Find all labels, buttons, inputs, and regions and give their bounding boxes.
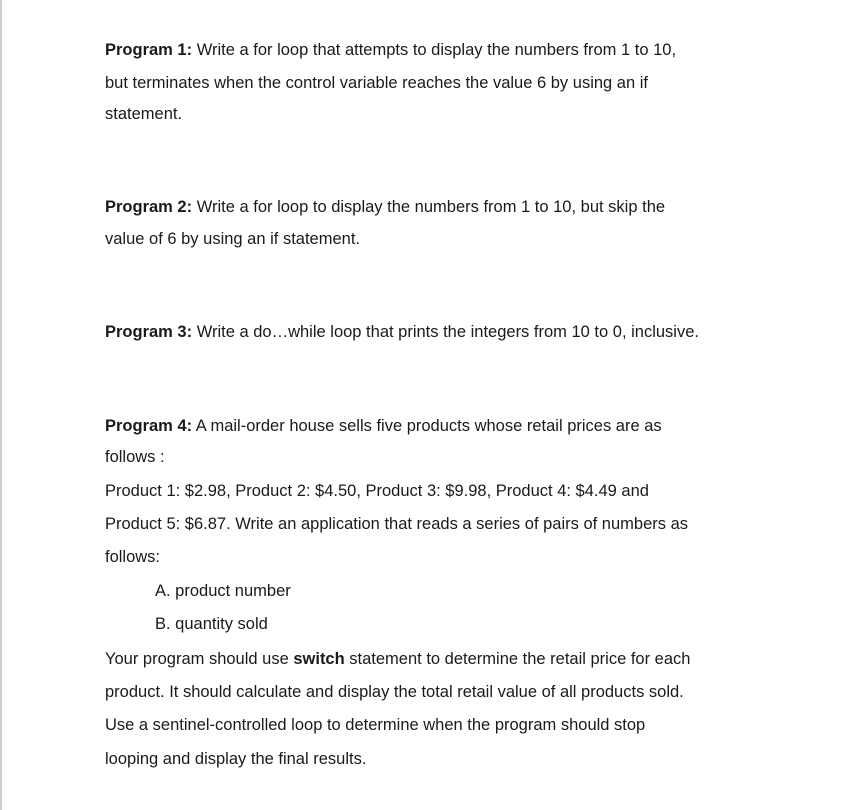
program-4-line-3: Product 1: $2.98, Product 2: $4.50, Product 3: $9.98, Product 4: $4.49 and [105,482,649,500]
list-item-quantity-sold: B. quantity sold [155,615,268,633]
program-2-line-2: value of 6 by using an if statement. [105,230,360,248]
program-1-text-1: Write a for loop that attempts to display the numbers from 1 to 10, [192,41,677,59]
program-1-line-1 [105,40,676,60]
list-item-product-number: A. product number [155,582,291,600]
program-4-line-8: Use a sentinel-controlled loop to determine when the program should stop [105,716,646,734]
program-4-line-4: Product 5: $6.87. Write an application that reads a series of pairs of numbers as [105,515,689,533]
switch-keyword: switch [293,650,345,668]
program-4-line-1 [105,416,662,436]
program-4-text-6b: statement to determine the retail price for each [344,650,691,668]
program-4-line-2: follows : [105,448,165,466]
program-4-line-6 [105,649,690,669]
program-4-line-7: product. It should calculate and display the total retail value of all products sold. [105,683,684,701]
program-1-line-2: but terminates when the control variable reaches the value 6 by using an if [105,74,648,92]
program-3-line-1 [105,322,699,342]
program-1-line-3: statement. [105,105,183,123]
program-4-label: Program 4: [105,417,193,435]
program-4-line-5: follows: [105,548,161,566]
program-3-label: Program 3: [105,323,193,341]
page-left-border [0,0,2,810]
program-4-line-9: looping and display the final results. [105,750,367,768]
program-2-label: Program 2: [105,198,193,216]
program-4-text-1: A mail-order house sells five products whose retail prices are as [192,417,662,435]
program-1-label: Program 1: [105,41,193,59]
program-2-text-1: Write a for loop to display the numbers from 1 to 10, but skip the [192,198,666,216]
program-2-line-1 [105,197,665,217]
program-3-text-1: Write a do…while loop that prints the integers from 10 to 0, inclusive. [192,323,699,341]
program-4-text-6a: Your program should use [105,650,294,668]
